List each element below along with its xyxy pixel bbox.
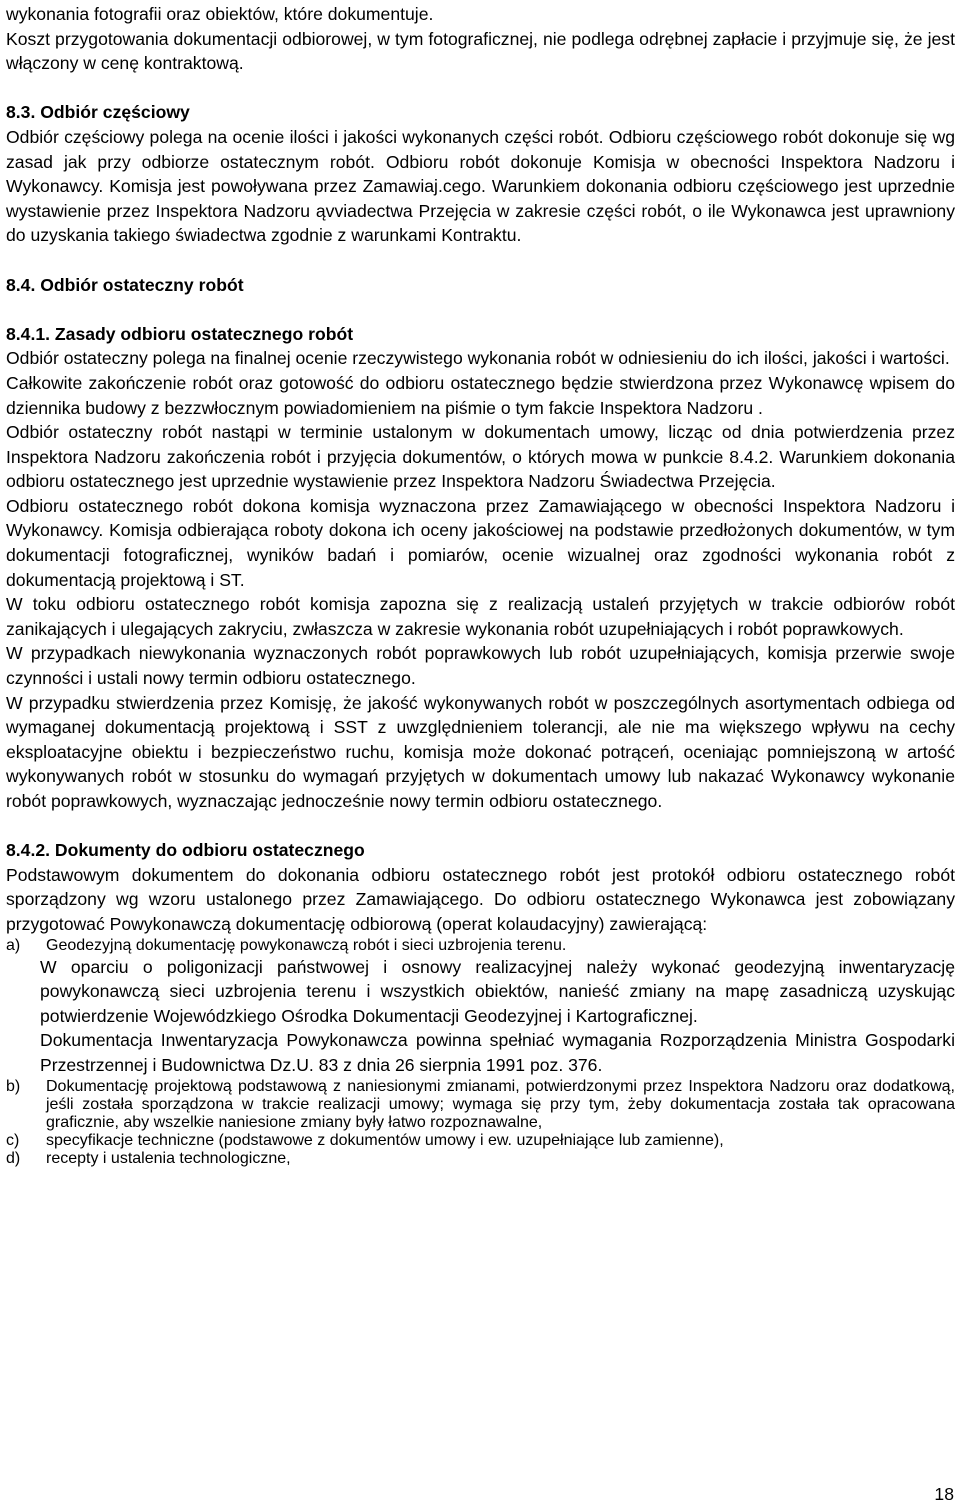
list-item-label: b) [6, 1077, 21, 1095]
list-item-label: c) [6, 1131, 20, 1149]
section-8-4-1-paragraph: W toku odbioru ostatecznego robót komisja zapozna się z realizacją ustaleń przyjętych w trakcie odbiorów robót zanikających i ulegających zakryciu, zwłaszcza w zakresie wykonania robót uzupełniających i robót poprawkowych. [6, 594, 955, 639]
list-item-text: Geodezyjną dokumentację powykonawczą robót i sieci uzbrojenia terenu. [46, 936, 567, 954]
list-item [6, 1132, 955, 1150]
section-heading-8-4: 8.4. Odbiór ostateczny robót [6, 274, 244, 295]
section-8-4-1-paragraph: Odbiór ostateczny polega na finalnej ocenie rzeczywistego wykonania robót w odniesieniu do ich ilości, jakości i wartości. [6, 348, 950, 369]
section-8-4-1-paragraph: W przypadkach niewykonania wyznaczonych robót poprawkowych lub robót uzupełniających, komisja przerwie swoje czynności i ustali nowy termin odbioru ostatecznego. [6, 643, 955, 689]
intro-line: wykonania fotografii oraz obiektów, które dokumentuje. [6, 4, 434, 24]
section-8-4-1-paragraph: Całkowite zakończenie robót oraz gotowość do odbioru ostatecznego będzie stwierdzona przez Wykonawcę wpisem do dziennika budowy z bezzwłocznym powiadomieniem na piśmie o tym fakcie Inspektora Nadzoru . [6, 372, 955, 418]
list-item-text: Dokumentację projektową podstawową z naniesionymi zmianami, potwierdzonymi przez Inspektora Nadzoru oraz dodatkową, jeśli została sporządzona w trakcie realizacji umowy; wymaga się przy tym, żeby dokumentacja została tak opracowana graficznie, aby wszelkie naniesione zmiany były łatwo rozpoznawalne, [46, 1077, 955, 1131]
section-8-4-1-paragraph: Odbioru ostatecznego robót dokona komisja wyznaczona przez Zamawiającego w obecności Inspektora Nadzoru i Wykonawcy. Komisja odbierająca roboty dokona ich oceny jakościowej na podstawie przedłożonych dokumentów, w tym dokumentacji fotograficznej, wyników badań i pomiarów, ocenie wizualnej oraz zgodności wykonania robót z dokumentacją projektową i ST. [6, 495, 955, 590]
intro-paragraph: Koszt przygotowania dokumentacji odbiorowej, w tym fotograficznej, nie podlega odrębnej zapłacie i przyjmuje się, że jest włączony w cenę kontraktową. [6, 28, 955, 74]
list-item [6, 937, 955, 955]
document-page [6, 2, 955, 1168]
section-heading-8-4-2: 8.4.2. Dokumenty do odbioru ostatecznego [6, 840, 365, 861]
list-item-text: recepty i ustalenia technologiczne, [46, 1149, 291, 1167]
list-item-text: specyfikacje techniczne (podstawowe z dokumentów umowy i ew. uzupełniające lub zamienne), [46, 1131, 724, 1149]
list-item [6, 1078, 955, 1132]
list-item-subparagraph: Dokumentacja Inwentaryzacja Powykonawcza powinna spełniać wymagania Rozporządzenia Ministra Gospodarki Przestrzennej i Budownictwa Dz.U. 83 z dnia 26 sierpnia 1991 poz. 376. [40, 1030, 955, 1075]
section-8-4-2-intro: Podstawowym dokumentem do dokonania odbioru ostatecznego robót jest protokół odbioru ostatecznego robót sporządzony wg wzoru ustalonego przez Zamawiającego. Do odbioru ostatecznego Wykonawca jest zobowiązany przygotować Powykonawczą dokumentację odbiorową (operat kolaudacyjny) zawierającą: [6, 864, 955, 934]
section-8-3-paragraph: Odbiór częściowy polega na ocenie ilości i jakości wykonanych części robót. Odbioru częściowego robót dokonuje się wg zasad jak przy odbiorze ostatecznym robót. Odbioru robót dokonuje Komisja w obecności Inspektora Nadzoru i Wykonawcy. Komisja jest powoływana przez Zamawiaj.cego. Warunkiem dokonania odbioru częściowego jest uprzednie wystawienie przez Inspektora Nadzoru ąvviadectwa Przejęcia w zakresie części robót, o ile Wykonawca jest uprawniony do uzyskania takiego świadectwa zgodnie z warunkami Kontraktu. [6, 126, 955, 246]
section-8-4-1-paragraph: Odbiór ostateczny robót nastąpi w terminie ustalonym w dokumentach umowy, licząc od dnia potwierdzenia przez Inspektora Nadzoru zakończenia robót i przyjęcia dokumentów, o których mowa w punkcie 8.4.2. Warunkiem dokonania odbioru ostatecznego jest uprzednie wystawienie przez Inspektora Nadzoru Świadectwa Przejęcia. [6, 422, 955, 492]
section-heading-8-3: 8.3. Odbiór częściowy [6, 102, 190, 123]
section-8-4-1-paragraph: W przypadku stwierdzenia przez Komisję, że jakość wykonywanych robót w poszczególnych asortymentach odbiega od wymaganej dokumentacją projektową i SST z uwzględnieniem tolerancji, ale nie ma większego wpływu na cechy eksploatacyjne obiektu i bezpieczeństwo ruchu, komisja może dokonać potrąceń, oceniając pomniejszoną w artość wykonywanych robót w stosunku do wymagań przyjętych w dokumentach umowy lub nakazać Wykonawcy wykonanie robót poprawkowych, wyznaczając jednocześnie nowy termin odbioru ostatecznego. [6, 692, 955, 811]
list-item-subparagraph: W oparciu o poligonizacji państwowej i osnowy realizacyjnej należy wykonać geodezyjną inwentaryzację powykonawczą sieci uzbrojenia terenu i wszystkich obiektów, nanieść zmiany na mapę zasadniczą uzyskując potwierdzenie Wojewódzkiego Ośrodka Dokumentacji Geodezyjnej i Kartograficznej. [40, 956, 955, 1026]
page-number: 18 [934, 1484, 954, 1504]
list-item-label: a) [6, 936, 21, 954]
section-heading-8-4-1: 8.4.1. Zasady odbioru ostatecznego robót [6, 323, 354, 344]
list-item [6, 1150, 955, 1168]
list-item-label: d) [6, 1149, 21, 1167]
